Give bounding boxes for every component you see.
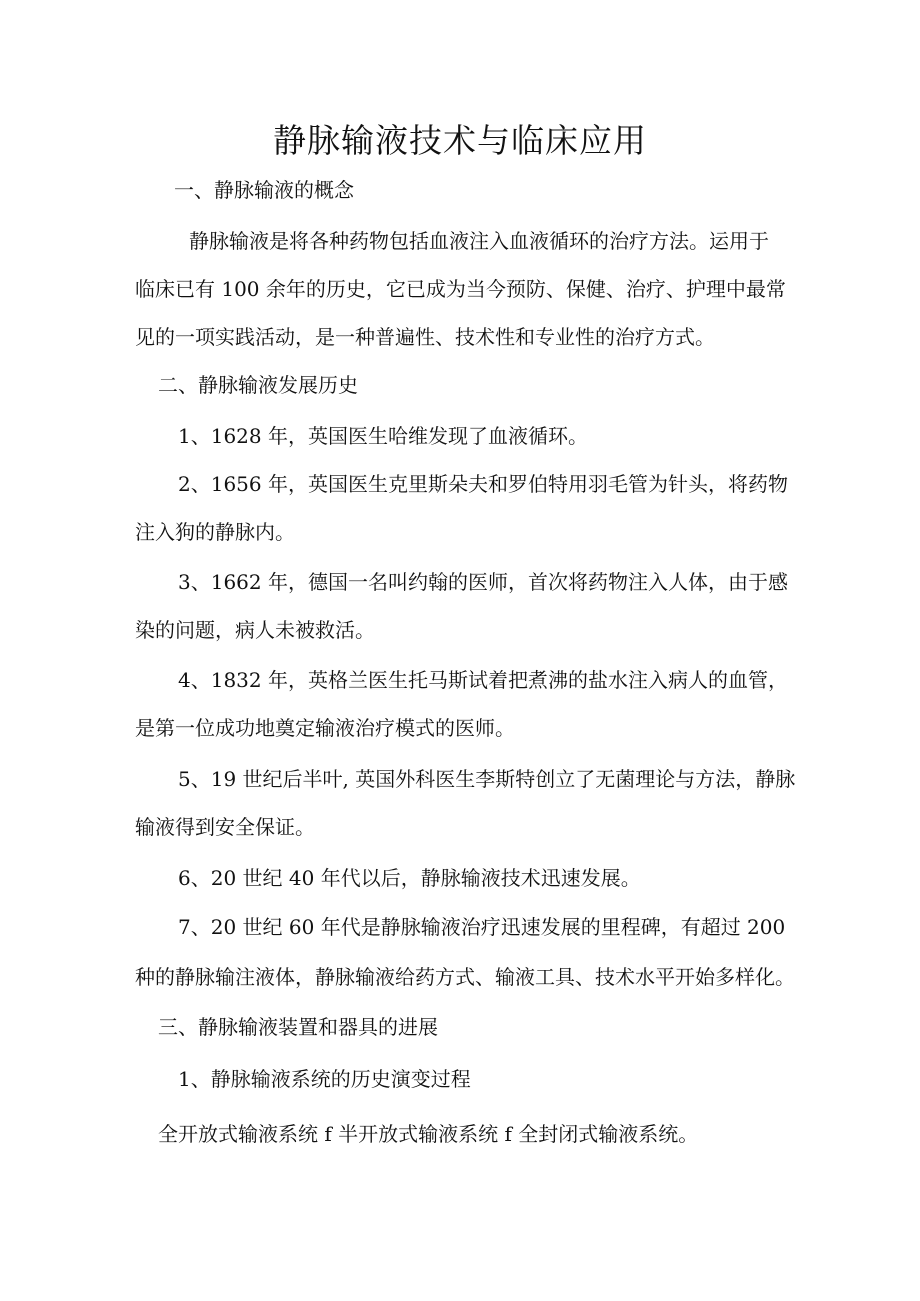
history-item-7: 7、20 世纪 60 年代是静脉输液治疗迅速发展的里程碑，有超过 200 [178,915,786,939]
paragraph-line: 见的一项实践活动，是一种普遍性、技术性和专业性的治疗方式。 [135,325,715,349]
history-item-4: 4、1832 年，英格兰医生托马斯试着把煮沸的盐水注入病人的血管， [178,668,788,692]
history-item-3-cont: 染的问题，病人未被救活。 [135,618,375,642]
history-item-7-cont: 种的静脉输注液体，静脉输液给药方式、输液工具、技术水平开始多样化。 [135,965,795,989]
section-heading-2: 二、静脉输液发展历史 [158,373,358,397]
section-heading-3: 三、静脉输液装置和器具的进展 [158,1015,438,1039]
history-item-2: 2、1656 年，英国医生克里斯朵夫和罗伯特用羽毛管为针头，将药物 [178,472,788,496]
section-heading-1: 一、静脉输液的概念 [174,178,354,202]
history-item-5-cont: 输液得到安全保证。 [135,815,315,839]
history-item-6: 6、20 世纪 40 年代以后，静脉输液技术迅速发展。 [178,866,641,890]
paragraph-line: 全开放式输液系统 f 半开放式输液系统 f 全封闭式输液系统。 [158,1122,699,1146]
paragraph-line: 静脉输液是将各种药物包括血液注入血液循环的治疗方法。运用于 [189,229,769,253]
subsection-heading-1: 1、静脉输液系统的历史演变过程 [178,1067,471,1091]
history-item-3: 3、1662 年，德国一名叫约翰的医师，首次将药物注入人体，由于感 [178,570,788,594]
history-item-4-cont: 是第一位成功地奠定输液治疗模式的医师。 [135,716,515,740]
history-item-1: 1、1628 年，英国医生哈维发现了血液循环。 [178,424,588,448]
history-item-5: 5、19 世纪后半叶, 英国外科医生李斯特创立了无菌理论与方法，静脉 [178,767,796,791]
paragraph-line: 临床已有 100 余年的历史，它已成为当今预防、保健、治疗、护理中最常 [135,277,786,301]
document-title: 静脉输液技术与临床应用 [273,121,647,160]
history-item-2-cont: 注入狗的静脉内。 [135,520,295,544]
